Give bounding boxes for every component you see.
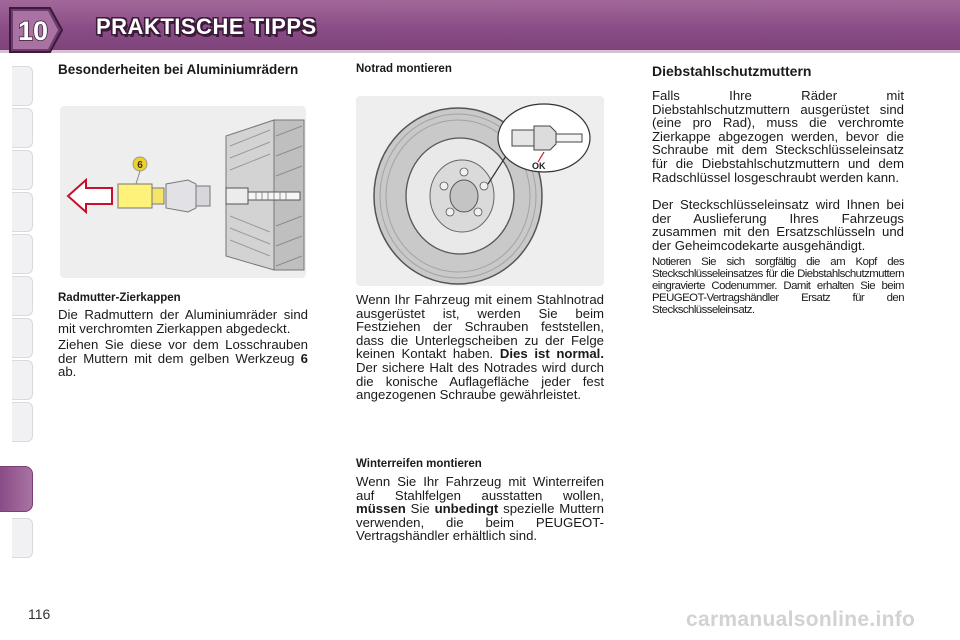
chapter-tab-2[interactable] (12, 108, 33, 148)
chapter-tab-5[interactable] (12, 234, 33, 274)
conical-seat (534, 126, 556, 150)
paragraph-winter-tires: Wenn Sie Ihr Fahrzeug mit Winterreifen auf Stahlfelgen ausstatten wollen, müssen Sie unbedingt spezielle Muttern verwenden, die beim PEUGEOT-Vertragshändler erhältlich sind. (356, 474, 604, 544)
paragraph-locking-nuts-1: Falls Ihre Räder mit Diebstahlschutzmuttern ausgerüstet sind (eine pro Rad), muss die verchromte Zierkappe abgezogen werden, bevor die Schraube mit dem Steckschlüsseleinsatz für die Diebstahlschutzmuttern und dem Radschlüssel losgeschraubt werden kann. (652, 88, 904, 185)
chapter-number: 10 (17, 16, 49, 46)
chapter-tab-10[interactable] (0, 466, 33, 512)
right-column (652, 63, 904, 317)
chapter-tab-7[interactable] (12, 318, 33, 358)
section-heading-spare-wheel: Notrad montieren (356, 63, 452, 75)
yellow-tool (118, 184, 152, 208)
chrome-hubcap (166, 180, 196, 212)
figure-spare-wheel (356, 96, 604, 286)
page-number: 116 (28, 606, 51, 622)
chapter-tab-8[interactable] (12, 360, 33, 400)
callout-number: 6 (137, 160, 143, 171)
header-rule (0, 50, 960, 53)
chapter-badge (4, 2, 64, 58)
section-heading-alloy: Besonderheiten bei Aluminiumrädern (58, 62, 299, 77)
subheading-winter-tires: Winterreifen montieren (356, 458, 482, 470)
middle-column (356, 63, 606, 76)
chapter-tab-11[interactable] (12, 518, 33, 558)
chapter-tab-3[interactable] (12, 150, 33, 190)
chapter-tab-1[interactable] (12, 66, 33, 106)
left-column (58, 62, 308, 77)
middle-column-text (356, 293, 604, 402)
chapter-tab-9[interactable] (12, 402, 33, 442)
wheel-hub (450, 180, 478, 212)
watermark: carmanualsonline.info (686, 608, 916, 631)
chapter-tabs (0, 66, 34, 578)
paragraph-spare-wheel: Wenn Ihr Fahrzeug mit einem Stahlnotrad ausgerüstet ist, werden Sie beim Festziehen der Schrauben feststellen, dass die Unterlegscheiben zu der Felge keinen Kontakt haben. Dies ist normal. Der sichere Halt des Notrades wird durch die konische Auflagefläche jeder fest angezogenen Schraube gewährleistet. (356, 292, 604, 403)
middle-column-winter (356, 458, 604, 543)
paragraph-locking-nuts-2: Der Steckschlüsseleinsatz wird Ihnen bei der Auslieferung Ihres Fahrzeugs zusammen mit den Ersatzschlüsseln und der Geheimcodekarte ausgehändigt. (652, 197, 904, 253)
left-column-text (58, 292, 308, 379)
chapter-tab-4[interactable] (12, 192, 33, 232)
paragraph-hubcaps-1: Die Radmuttern der Aluminiumräder sind mit verchromten Zierkappen abgedeckt. (58, 307, 308, 336)
figure-hubcap-removal (60, 106, 306, 278)
paragraph-hubcaps-2: Ziehen Sie diese vor dem Losschrauben der Muttern mit dem gelben Werkzeug 6 ab. (58, 337, 308, 380)
subheading-hubcaps: Radmutter-Zierkappen (58, 292, 181, 304)
section-heading-locking-nuts: Diebstahlschutzmuttern (652, 63, 812, 79)
ok-label: OK (532, 161, 546, 171)
chapter-tab-6[interactable] (12, 276, 33, 316)
page-title: PRAKTISCHE TIPPS (96, 14, 317, 39)
wheel-nut (226, 188, 248, 204)
paragraph-locking-nuts-3: Notieren Sie sich sorgfältig die am Kopf des Steckschlüsseleinsatzes für die Diebstahlschutzmuttern eingravierte Codenummer. Damit erhalten Sie beim PEUGEOT-Vertragshändler Ersatz für den Steckschlüsseleinsatz. (652, 255, 904, 317)
